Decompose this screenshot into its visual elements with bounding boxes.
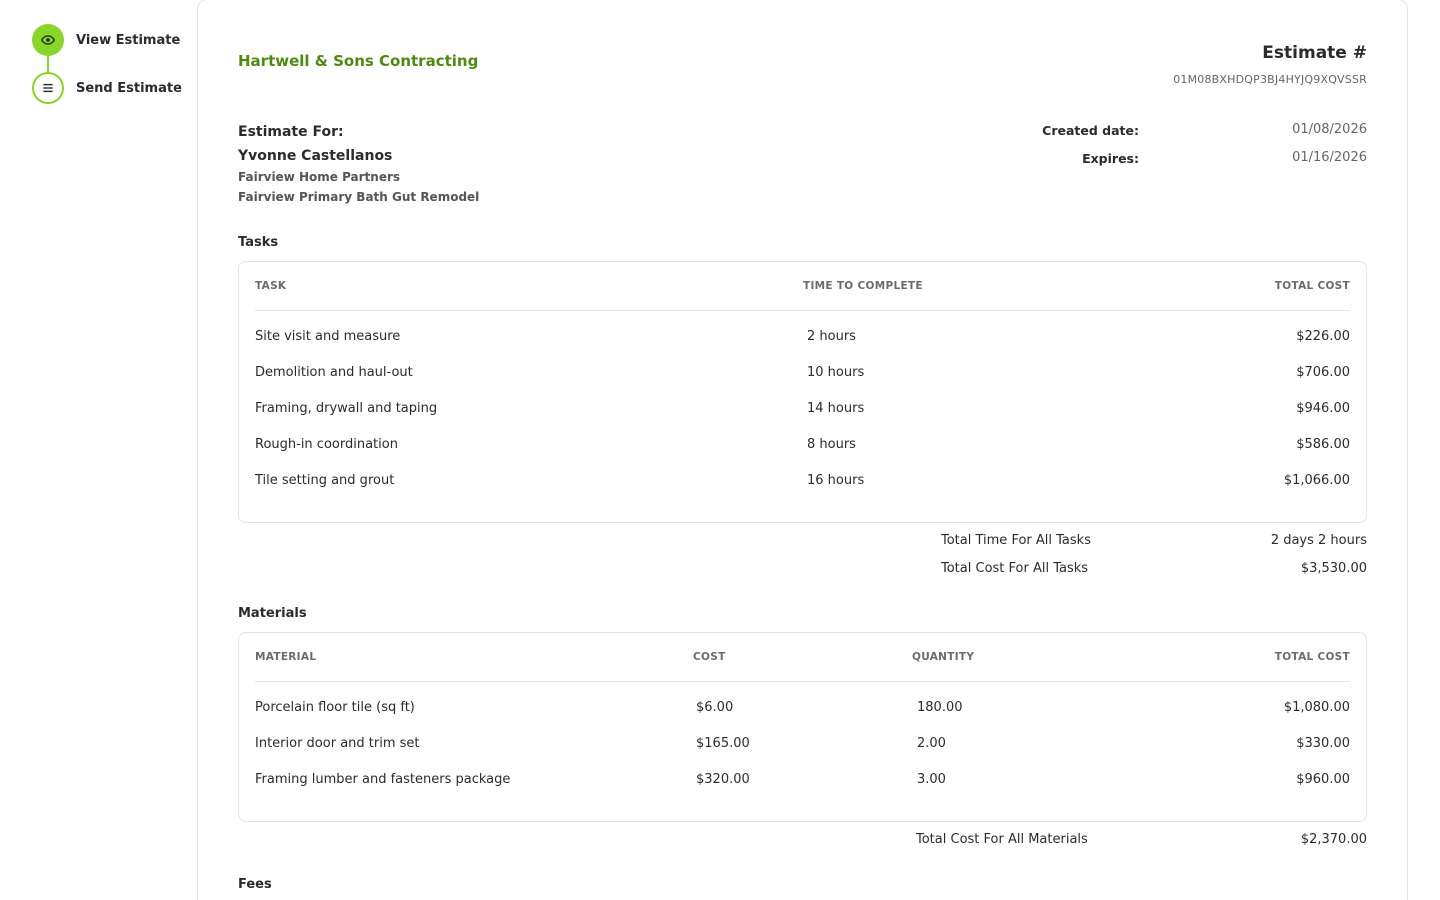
material-quantity: 180.00 xyxy=(917,700,963,715)
task-time: 10 hours xyxy=(807,365,865,380)
expires-label: Expires: xyxy=(1082,151,1139,166)
material-total: $1,080.00 xyxy=(1283,700,1350,715)
column-header-cost: COST xyxy=(693,651,726,663)
tasks-table-header xyxy=(255,262,1350,311)
tasks-total-time-label: Total Time For All Tasks xyxy=(941,533,1091,548)
estimate-card xyxy=(197,0,1408,900)
client-project: Fairview Primary Bath Gut Remodel xyxy=(238,190,480,204)
table-row xyxy=(255,690,1350,726)
step-connector xyxy=(47,56,49,72)
task-total: $946.00 xyxy=(1296,401,1350,416)
column-header-time: TIME TO COMPLETE xyxy=(803,280,923,292)
task-name: Site visit and measure xyxy=(255,329,401,344)
estimate-title: Estimate # xyxy=(1262,43,1367,63)
materials-section-title: Materials xyxy=(238,606,307,621)
column-header-total: TOTAL COST xyxy=(1274,651,1350,663)
material-cost: $165.00 xyxy=(696,736,750,751)
column-header-material: MATERIAL xyxy=(255,651,317,663)
column-header-quantity: QUANTITY xyxy=(912,651,975,663)
material-name: Framing lumber and fasteners package xyxy=(255,772,511,787)
tasks-section-title: Tasks xyxy=(238,235,279,250)
created-date-label: Created date: xyxy=(1042,123,1139,138)
material-cost: $320.00 xyxy=(696,772,750,787)
tasks-table xyxy=(238,261,1367,523)
estimate-for-label: Estimate For: xyxy=(238,124,344,140)
table-row xyxy=(255,427,1350,463)
expires-value: 01/16/2026 xyxy=(1292,150,1367,165)
table-row xyxy=(255,391,1350,427)
task-name: Framing, drywall and taping xyxy=(255,401,438,416)
estimate-id: 01M08BXHDQP3BJ4HYJQ9XQVSSR xyxy=(1173,73,1367,86)
material-name: Porcelain floor tile (sq ft) xyxy=(255,700,415,715)
tasks-total-time-value: 2 days 2 hours xyxy=(1270,533,1367,548)
fees-section-title: Fees xyxy=(238,877,272,892)
task-name: Tile setting and grout xyxy=(255,473,395,488)
task-time: 8 hours xyxy=(807,437,856,452)
tasks-total-cost-value: $3,530.00 xyxy=(1300,561,1367,576)
table-row xyxy=(255,319,1350,355)
step-send-estimate[interactable] xyxy=(32,72,192,104)
client-company: Fairview Home Partners xyxy=(238,170,401,184)
task-total: $226.00 xyxy=(1296,329,1350,344)
material-cost: $6.00 xyxy=(696,700,734,715)
material-quantity: 3.00 xyxy=(917,772,946,787)
task-total: $586.00 xyxy=(1296,437,1350,452)
material-quantity: 2.00 xyxy=(917,736,946,751)
materials-table-header xyxy=(255,633,1350,682)
table-row xyxy=(255,762,1350,798)
materials-table xyxy=(238,632,1367,822)
materials-total-cost-value: $2,370.00 xyxy=(1300,832,1367,847)
client-name: Yvonne Castellanos xyxy=(238,148,393,164)
list-icon xyxy=(32,72,64,104)
task-name: Demolition and haul-out xyxy=(255,365,413,380)
materials-total-cost-label: Total Cost For All Materials xyxy=(916,832,1088,847)
step-view-estimate[interactable] xyxy=(32,24,192,56)
material-total: $330.00 xyxy=(1296,736,1350,751)
eye-icon xyxy=(32,24,64,56)
task-name: Rough-in coordination xyxy=(255,437,398,452)
task-time: 2 hours xyxy=(807,329,856,344)
column-header-total: TOTAL COST xyxy=(1274,280,1350,292)
task-time: 16 hours xyxy=(807,473,865,488)
material-total: $960.00 xyxy=(1296,772,1350,787)
tasks-total-cost-label: Total Cost For All Tasks xyxy=(941,561,1089,576)
company-name: Hartwell & Sons Contracting xyxy=(238,52,479,70)
task-total: $1,066.00 xyxy=(1283,473,1350,488)
step-label: View Estimate xyxy=(76,32,181,48)
created-date-value: 01/08/2026 xyxy=(1292,122,1367,137)
step-label: Send Estimate xyxy=(76,80,182,96)
task-time: 14 hours xyxy=(807,401,865,416)
material-name: Interior door and trim set xyxy=(255,736,420,751)
table-row xyxy=(255,355,1350,391)
task-total: $706.00 xyxy=(1296,365,1350,380)
table-row xyxy=(255,463,1350,499)
estimate-stepper xyxy=(32,24,192,104)
table-row xyxy=(255,726,1350,762)
column-header-task: TASK xyxy=(255,280,287,292)
